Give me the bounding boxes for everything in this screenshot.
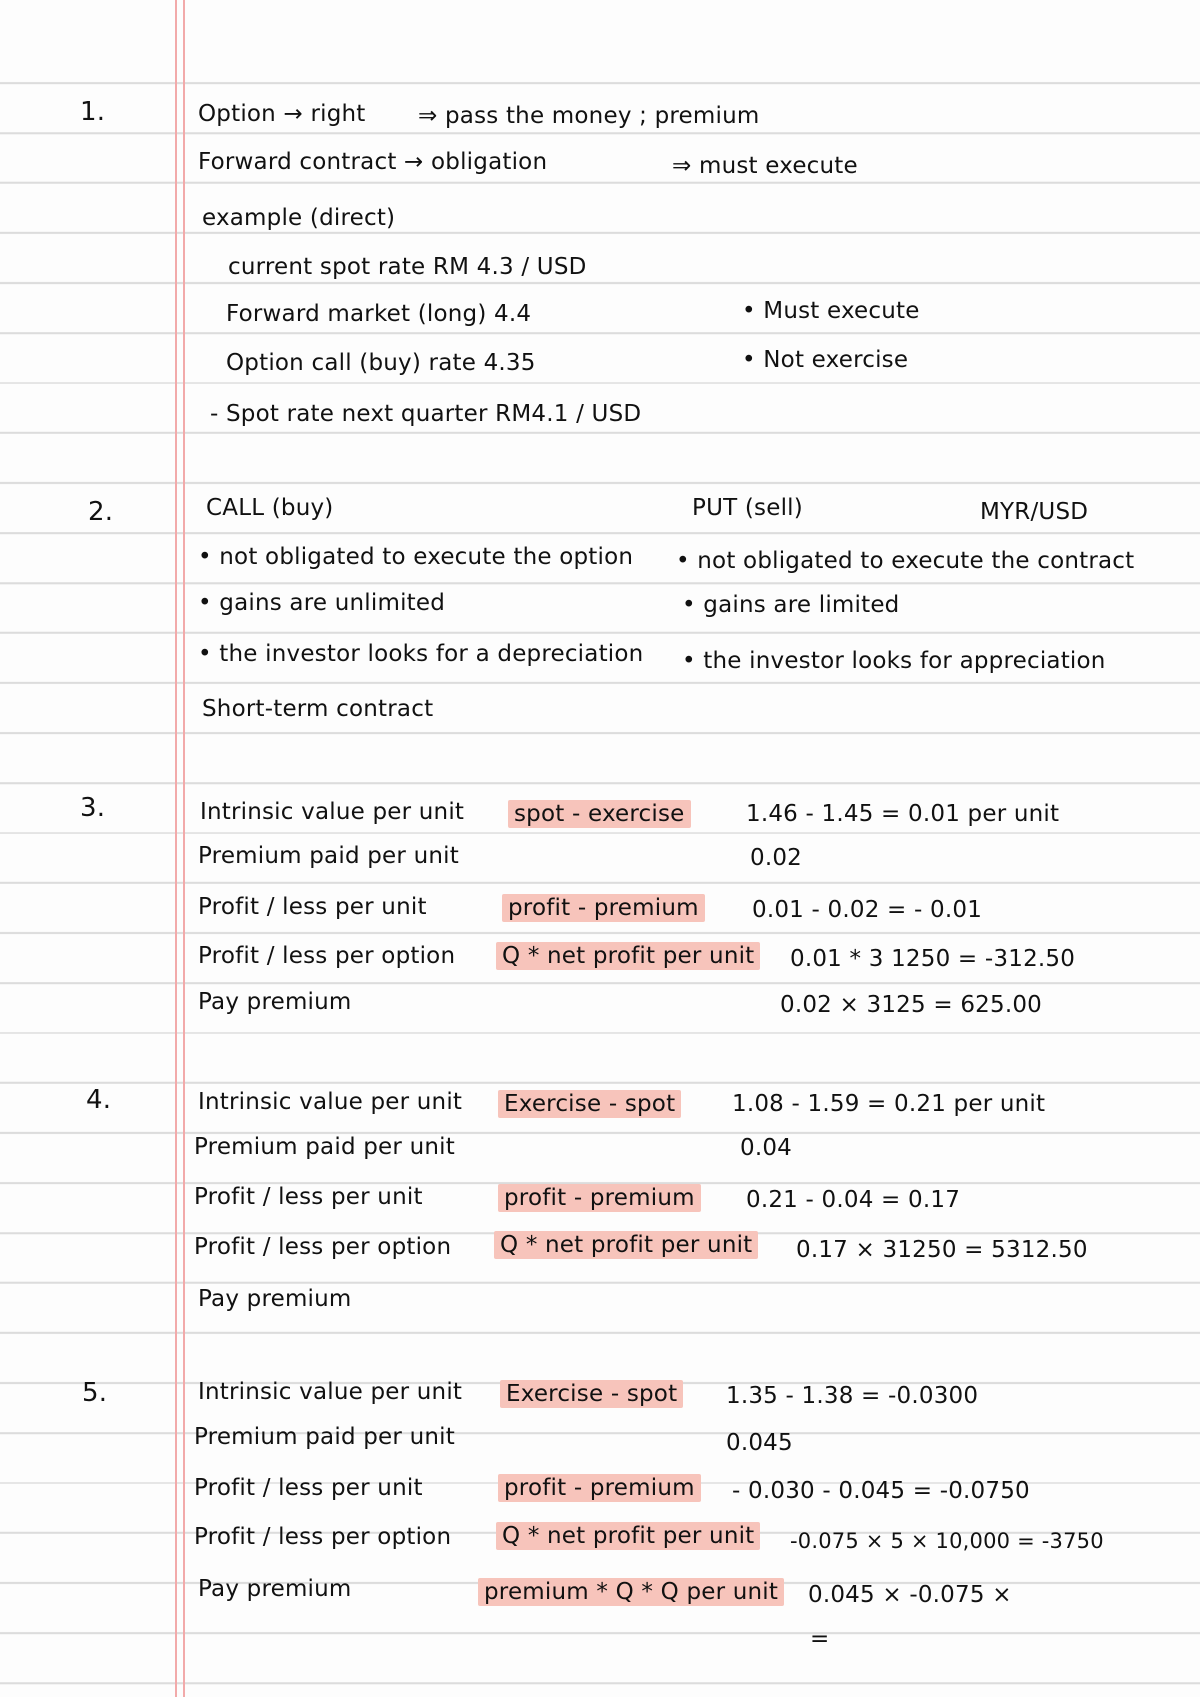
calc-value: 0.04 [740,1135,793,1161]
note-text: • not obligated to execute the contract [676,548,1135,574]
note-text: Option call (buy) rate 4.35 [226,350,536,376]
calc-value: - 0.030 - 0.045 = -0.0750 [732,1478,1030,1504]
note-text: MYR/USD [980,499,1089,525]
section-number: 3. [80,793,106,823]
calc-value: 0.21 - 0.04 = 0.17 [746,1187,961,1213]
note-text: Short-term contract [202,696,434,722]
note-text: • the investor looks for appreciation [682,648,1106,674]
formula-highlight: Exercise - spot [498,1090,681,1118]
calc-value: 0.045 [726,1430,793,1456]
calc-value: 1.46 - 1.45 = 0.01 per unit [746,801,1060,827]
calc-value: 1.35 - 1.38 = -0.0300 [726,1383,979,1409]
row-label: Pay premium [198,1286,352,1312]
calc-value: 0.01 - 0.02 = - 0.01 [752,897,983,923]
calc-value: -0.075 × 5 × 10,000 = -3750 [790,1529,1104,1553]
row-label: Premium paid per unit [198,843,459,869]
note-text: • gains are limited [682,592,900,618]
row-label: Profit / less per option [198,943,456,969]
note-text: current spot rate RM 4.3 / USD [228,254,587,280]
calc-value: 1.08 - 1.59 = 0.21 per unit [732,1091,1046,1117]
row-label: Intrinsic value per unit [200,799,465,825]
calc-value: 0.01 * 3 1250 = -312.50 [790,946,1076,972]
note-text: Forward contract → obligation [198,149,548,175]
section-number: 2. [88,497,114,527]
row-label: Pay premium [198,1576,352,1602]
note-text: Forward market (long) 4.4 [226,301,532,327]
row-label: Intrinsic value per unit [198,1089,463,1115]
row-label: Profit / less per unit [194,1475,423,1501]
note-text: example (direct) [202,205,396,231]
note-text: • not obligated to execute the option [198,544,634,570]
formula-highlight: Q * net profit per unit [494,1231,758,1259]
section-number: 1. [80,97,106,127]
note-text: • the investor looks for a depreciation [198,641,644,667]
row-label: Pay premium [198,989,352,1015]
note-text: ⇒ must execute [672,153,858,179]
calc-value: = [810,1626,830,1652]
margin-line [183,0,185,1697]
row-label: Intrinsic value per unit [198,1379,463,1405]
formula-highlight: profit - premium [502,894,705,922]
row-label: Profit / less per option [194,1524,452,1550]
formula-highlight: Q * net profit per unit [496,1522,760,1550]
formula-highlight: spot - exercise [508,800,691,828]
note-text: • Must execute [742,298,920,324]
calc-value: 0.17 × 31250 = 5312.50 [796,1237,1088,1263]
margin-line [175,0,177,1697]
note-text: ⇒ pass the money ; premium [418,103,760,129]
note-text: • gains are unlimited [198,590,446,616]
section-number: 4. [86,1085,112,1115]
calc-value: 0.045 × -0.075 × [808,1582,1012,1608]
note-text: Option → right [198,101,366,127]
row-label: Premium paid per unit [194,1424,455,1450]
formula-highlight: profit - premium [498,1184,701,1212]
note-text: CALL (buy) [206,495,334,521]
row-label: Profit / less per unit [198,894,427,920]
row-label: Profit / less per option [194,1234,452,1260]
formula-highlight: profit - premium [498,1474,701,1502]
section-number: 5. [82,1378,108,1408]
formula-highlight: Exercise - spot [500,1380,683,1408]
row-label: Premium paid per unit [194,1134,455,1160]
calc-value: 0.02 [750,845,803,871]
calc-value: 0.02 × 3125 = 625.00 [780,992,1043,1018]
note-text: - Spot rate next quarter RM4.1 / USD [210,401,642,427]
formula-highlight: premium * Q * Q per unit [478,1578,784,1606]
row-label: Profit / less per unit [194,1184,423,1210]
note-text: PUT (sell) [692,495,803,521]
formula-highlight: Q * net profit per unit [496,942,760,970]
note-text: • Not exercise [742,347,909,373]
